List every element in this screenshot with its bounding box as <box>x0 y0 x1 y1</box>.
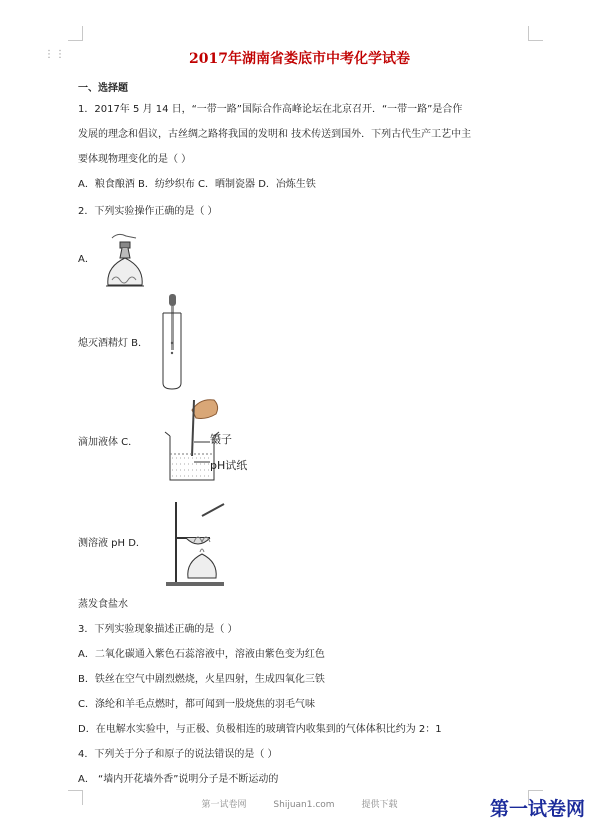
footer-link-site[interactable]: 第一试卷网 <box>201 800 247 810</box>
q1-options: A．粮食酿酒 B．纺纱织布 C．晒制瓷器 D．冶炼生铁 <box>78 179 316 190</box>
footer-link-download[interactable]: 提供下载 <box>361 800 398 810</box>
evaporation-setup-figure <box>166 496 230 588</box>
alcohol-lamp-figure <box>98 230 148 290</box>
q3-option-b: B．铁丝在空气中剧烈燃烧，火星四射，生成四氧化三铁 <box>78 674 325 685</box>
q2-option-d-caption: 蒸发食盐水 <box>78 599 128 610</box>
q2-stem: 2．下列实验操作正确的是（ ） <box>78 206 218 217</box>
drag-handle-icon[interactable]: ⋮⋮ <box>44 49 66 60</box>
q3-option-a: A．二氧化碳通入紫色石蕊溶液中，溶液由紫色变为红色 <box>78 649 325 660</box>
q2-option-b-caption: 滴加液体 C． <box>78 437 139 448</box>
q3-option-d: D．在电解水实验中，与正极、负极相连的玻璃管内收集到的气体体积比约为 2：1 <box>78 724 442 735</box>
q4-stem: 4．下列关于分子和原子的说法错误的是（ ） <box>78 749 278 760</box>
watermark-brand: 第一试卷网 <box>489 798 585 820</box>
page-title: 2017年湖南省娄底市中考化学试卷 <box>189 51 410 67</box>
q1-stem-line2: 发展的理念和倡议，古丝绸之路将我国的发明和 技术传送到国外．下列古代生产工艺中主 <box>78 129 472 140</box>
q1-stem-line1: 1．2017年 5 月 14 日，“一带一路”国际合作高峰论坛在北京召开．“一带一路”是合作 <box>78 104 463 115</box>
q3-option-c: C．涤纶和羊毛点燃时，都可闻到一股烧焦的羽毛气味 <box>78 699 315 710</box>
q4-option-a: A． “墙内开花墙外香”说明分子是不断运动的 <box>78 774 279 785</box>
section-heading: 一、选择题 <box>78 83 128 94</box>
q2-option-a-letter: A． <box>78 254 95 265</box>
page-corner-mark <box>528 26 543 41</box>
page-corner-mark <box>68 26 83 41</box>
q2-option-c-caption: 测溶液 pH D． <box>78 538 146 549</box>
tweezers-label: 镊子 <box>210 433 232 446</box>
q3-stem: 3．下列实验现象描述正确的是（ ） <box>78 624 238 635</box>
dropper-test-tube-figure <box>160 293 186 391</box>
q1-stem-line3: 要体现物理变化的是（ ） <box>78 154 192 165</box>
footer-link-domain[interactable]: Shijuan1.com <box>273 800 335 810</box>
q2-option-a-caption: 熄灭酒精灯 B． <box>78 338 149 349</box>
ph-paper-label: pH试纸 <box>210 459 248 472</box>
